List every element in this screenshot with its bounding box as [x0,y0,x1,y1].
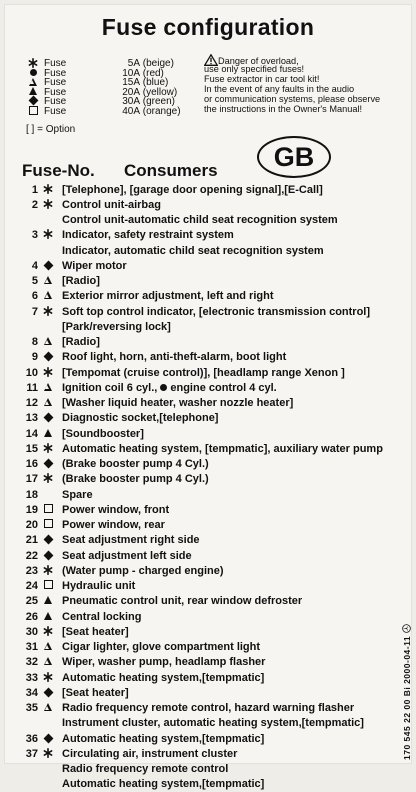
fuse-number: 15 [25,442,38,455]
fuse-row [22,319,412,334]
fuse-consumer: [Telephone], [garage door opening signal],[E-Call] [62,183,323,196]
warning-line: or communication systems, please observe [204,94,381,104]
fuse-consumer: Automatic heating system,[tempmatic] [62,778,265,791]
column-header-fuse-no: Fuse-No. [22,161,95,180]
amperage-color: (green) [140,96,176,108]
warning-line: Fuse extractor in car tool kit! [204,74,320,84]
fuse-row [22,304,412,319]
fuse-row [22,655,412,670]
asterisk-icon [43,626,53,638]
fuse-consumer: Control unit-airbag [62,198,161,211]
outline-triangle-icon [44,657,52,665]
fuse-number: 36 [25,732,38,745]
filled-diamond-icon [28,96,38,106]
asterisk-icon [43,748,53,760]
legend-label: Fuse [44,105,67,117]
legend-label: Fuse [44,96,67,108]
fuse-number: 14 [25,427,38,440]
fuse-row [22,396,412,411]
fuse-number: 21 [25,534,38,547]
mercedes-star-icon [402,624,411,633]
fuse-number: 26 [25,610,38,623]
fuse-row [22,258,412,273]
fuse-number: 23 [25,564,38,577]
fuse-row [22,365,412,380]
legend-label: Fuse [44,58,67,69]
filled-triangle-icon [44,429,52,437]
filled-diamond-icon [43,260,53,270]
fuse-row [22,228,412,243]
fuse-row [22,563,412,578]
fuse-row [22,472,412,487]
fuse-row [22,487,412,502]
fuse-row [22,274,412,289]
fuse-number: 1 [31,183,38,196]
fuse-number: 32 [25,656,38,669]
fuse-consumer: [Washer liquid heater, washer nozzle heater] [62,397,294,410]
outline-triangle-icon [44,276,52,284]
fuse-row [22,243,412,258]
fuse-consumer: Seat adjustment right side [62,534,200,547]
fuse-consumer: [Soundbooster] [62,427,144,440]
fuse-row [22,457,412,472]
fuse-number: 9 [31,351,38,364]
fuse-number: 8 [31,336,38,349]
legend-label: Fuse [44,86,67,98]
outline-triangle-icon [44,642,52,650]
asterisk-icon [43,565,53,577]
fuse-consumer: Central locking [62,610,142,623]
part-code-text: 170 545 22 00 Bi 2000-04-11 [402,635,412,760]
amperage-row [116,107,181,117]
fuse-number: 24 [25,580,38,593]
fuse-number: 33 [25,671,38,684]
fuse-consumer: [Radio] [62,336,100,349]
fuse-row [22,518,412,533]
outline-triangle-icon [44,398,52,406]
asterisk-icon [43,367,53,379]
part-code [402,624,412,760]
warning-line: In the event of any faults in the audio [204,84,355,94]
fuse-row [22,380,412,395]
fuse-row [22,213,412,228]
fuse-row [22,197,412,212]
fuse-number: 16 [25,458,38,471]
fuse-row [22,609,412,624]
fuse-row [22,548,412,563]
fuse-number: 31 [25,641,38,654]
amperage-legend [116,59,181,117]
filled-triangle-icon [44,612,52,620]
amperage-value: 10A [122,67,140,79]
fuse-consumer: Seat adjustment left side [62,549,192,562]
outline-square-icon [29,106,38,115]
fuse-row [22,289,412,304]
fuse-consumer: Indicator, automatic child seat recognition system [62,244,324,257]
fuse-number: 19 [25,503,38,516]
fuse-number: 35 [25,702,38,715]
fuse-consumer: Power window, front [62,503,170,516]
filled-circle-icon [160,384,167,391]
outline-triangle-icon [44,383,52,391]
outline-triangle-icon [29,78,37,86]
asterisk-icon [43,199,53,211]
fuse-row [22,746,412,761]
fuse-row [22,701,412,716]
fuse-row [22,731,412,746]
filled-circle-icon [30,69,37,76]
fuse-number: 4 [31,259,38,272]
fuse-row [22,716,412,731]
fuse-consumer: Diagnostic socket,[telephone] [62,412,219,425]
fuse-consumer: Soft top control indicator, [electronic transmission control] [62,305,371,318]
fuse-number: 10 [25,366,38,379]
fuse-consumer: (Brake booster pump 4 Cyl.) [62,458,209,471]
asterisk-icon [43,184,53,196]
fuse-consumer: Ignition coil 6 cyl., engine control 4 cyl. [62,381,277,394]
fuse-consumer: (Water pump - charged engine) [62,564,224,577]
fuse-consumer: Hydraulic unit [62,580,136,593]
fuse-consumer: [Park/reversing lock] [62,320,171,333]
warning-notice [204,54,414,114]
fuse-row [22,426,412,441]
fuse-consumer: Pneumatic control unit, rear window defroster [62,595,303,608]
fuse-consumer: Roof light, horn, anti-theft-alarm, boot light [62,351,287,364]
filled-diamond-icon [43,550,53,560]
fuse-consumer: Wiper, washer pump, headlamp flasher [62,656,266,669]
fuse-consumer: Instrument cluster, automatic heating system,[tempmatic] [62,717,364,730]
fuse-consumer: [Radio] [62,275,100,288]
filled-triangle-icon [44,596,52,604]
warning-line: use only specified fuses! [204,64,305,74]
fuse-legend [26,59,66,117]
asterisk-icon [43,672,53,684]
amperage-value: 30A [122,96,140,108]
amperage-color: (red) [140,67,164,79]
legend-label: Fuse [44,77,67,89]
fuse-number: 20 [25,519,38,532]
filled-diamond-icon [43,687,53,697]
column-header-consumers: Consumers [124,161,218,180]
fuse-number: 3 [31,229,38,242]
amperage-value: 5A [127,58,140,69]
fuse-consumer: Automatic heating system, [tempmatic], auxiliary water pump [62,442,383,455]
fuse-consumer: [Seat heater] [62,625,129,638]
fuse-list [22,182,412,792]
fuse-number: 13 [25,412,38,425]
fuse-consumer: [Tempomat (cruise control)], [headlamp range Xenon ] [62,366,345,379]
warning-line: the instructions in the Owner's Manual! [204,104,363,114]
fuse-row [22,579,412,594]
fuse-number: 11 [26,381,38,394]
fuse-row [22,182,412,197]
warning-line: Danger of overload, [204,54,414,64]
fuse-row [22,624,412,639]
country-badge: GB [257,136,331,178]
legend-row [26,107,66,117]
fuse-number: 7 [31,305,38,318]
fuse-consumer: Power window, rear [62,519,165,532]
asterisk-icon [43,306,53,318]
fuse-row [22,335,412,350]
filled-diamond-icon [43,352,53,362]
filled-diamond-icon [43,535,53,545]
fuse-row [22,441,412,456]
fuse-row [22,777,412,792]
legend-label: Fuse [44,67,67,79]
amperage-value: 15A [122,77,140,89]
fuse-number: 18 [25,488,38,501]
fuse-consumer: Automatic heating system,[tempmatic] [62,732,265,745]
amperage-color: (blue) [140,77,169,89]
fuse-number: 2 [31,198,38,211]
filled-diamond-icon [43,459,53,469]
fuse-row [22,350,412,365]
fuse-consumer: (Brake booster pump 4 Cyl.) [62,473,209,486]
amperage-value: 40A [122,105,140,117]
fuse-consumer: Circulating air, instrument cluster [62,747,238,760]
outline-triangle-icon [44,291,52,299]
outline-square-icon [44,504,53,513]
filled-diamond-icon [43,733,53,743]
amperage-color: (yellow) [140,86,178,98]
outline-triangle-icon [44,703,52,711]
fuse-row [22,640,412,655]
fuse-consumer: [Seat heater] [62,686,129,699]
fuse-row [22,685,412,700]
outline-square-icon [44,519,53,528]
fuse-number: 30 [25,625,38,638]
fuse-number: 17 [25,473,38,486]
amperage-color: (beige) [140,58,174,69]
fuse-consumer: Control unit-automatic child seat recognition system [62,214,338,227]
fuse-row [22,502,412,517]
fuse-consumer: Indicator, safety restraint system [62,229,234,242]
fuse-number: 22 [25,549,38,562]
fuse-number: 5 [31,275,38,288]
amperage-value: 20A [122,86,140,98]
asterisk-icon [43,473,53,485]
fuse-consumer: Radio frequency remote control, hazard warning flasher [62,702,355,715]
fuse-consumer: Wiper motor [62,259,127,272]
fuse-row [22,533,412,548]
fuse-number: 25 [25,595,38,608]
fuse-consumer: Spare [62,488,93,501]
fuse-number: 6 [31,290,38,303]
amperage-color: (orange) [140,105,181,117]
fuse-row [22,411,412,426]
fuse-number: 34 [25,686,38,699]
option-note: [ ] = Option [26,124,76,135]
outline-triangle-icon [44,337,52,345]
fuse-row [22,594,412,609]
fuse-consumer: Radio frequency remote control [62,763,229,776]
fuse-consumer: Automatic heating system,[tempmatic] [62,671,265,684]
fuse-consumer: Cigar lighter, glove compartment light [62,641,261,654]
fuse-row [22,670,412,685]
outline-square-icon [44,580,53,589]
fuse-number: 12 [25,397,38,410]
asterisk-icon [43,229,53,241]
filled-diamond-icon [43,413,53,423]
asterisk-icon [43,443,53,455]
fuse-row [22,762,412,777]
fuse-consumer: Exterior mirror adjustment, left and right [62,290,274,303]
page-title: Fuse configuration [101,14,315,40]
fuse-number: 37 [25,747,38,760]
